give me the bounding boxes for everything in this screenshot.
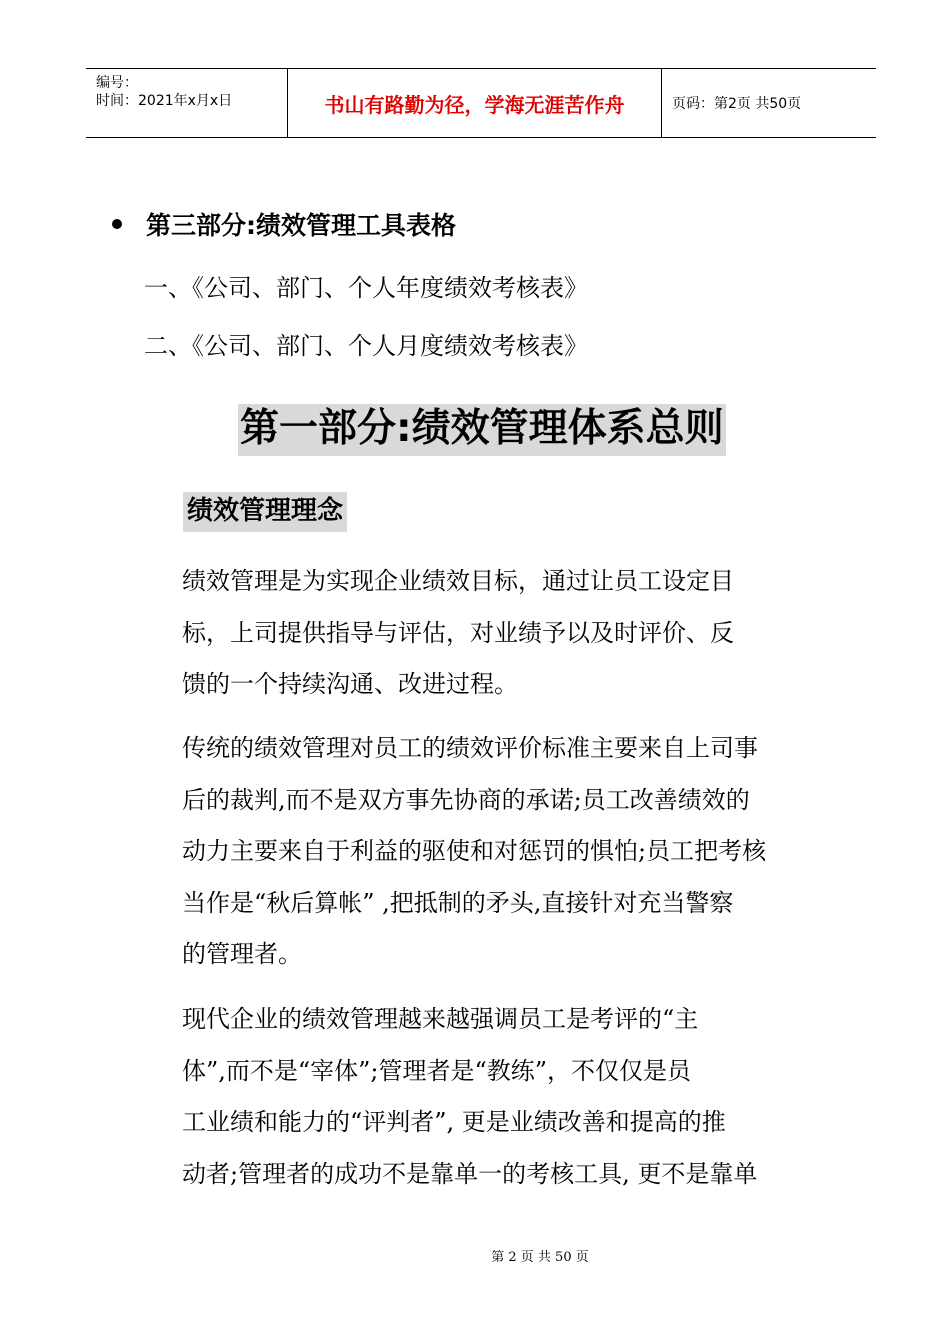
header-code-label: 编号： xyxy=(96,75,138,91)
header-motto: 书山有路勤为径，学海无涯苦作舟 xyxy=(288,69,662,137)
paragraph-line: 工业绩和能力的“评判者”, 更是业绩改善和提高的推 xyxy=(182,1108,726,1136)
paragraph-1 xyxy=(182,556,822,711)
paragraph-line: 标，上司提供指导与评估，对业绩予以及时评价、反 xyxy=(182,618,734,647)
page-footer: 第 2 页 共 50 页 xyxy=(491,1250,589,1265)
paragraph-line: 传统的绩效管理对员工的绩效评价标准主要来自上司事 xyxy=(182,734,758,762)
outline-part3 xyxy=(112,206,456,242)
section-title: 绩效管理理念 xyxy=(183,492,347,532)
header-page-info: 页码：第2页 共50页 xyxy=(672,96,802,112)
paragraph-line: 馈的一个持续沟通、改进过程。 xyxy=(182,670,518,698)
paragraph-line: 现代企业的绩效管理越来越强调员工是考评的“主 xyxy=(182,1005,699,1033)
outline-item-1: 一、《公司、部门、个人年度绩效考核表》 xyxy=(144,274,588,302)
paragraph-line: 动者;管理者的成功不是靠单一的考核工具, 更不是靠单 xyxy=(182,1159,758,1188)
paragraph-line: 动力主要来自于利益的驱使和对惩罚的惧怕;员工把考核 xyxy=(182,837,767,865)
paragraph-2 xyxy=(182,723,822,981)
bullet-icon xyxy=(112,219,122,229)
header-meta-cell xyxy=(86,69,288,137)
main-title: 第一部分:绩效管理体系总则 xyxy=(238,404,726,456)
paragraph-line: 绩效管理是为实现企业绩效目标，通过让员工设定目 xyxy=(182,567,734,595)
header-date: 时间：2021年x月x日 xyxy=(96,93,233,109)
page-header xyxy=(86,68,876,138)
paragraph-3 xyxy=(182,994,822,1200)
paragraph-line: 体”,而不是“宰体”;管理者是“教练”，不仅仅是员 xyxy=(182,1056,692,1085)
paragraph-line: 当作是“秋后算帐” ,把抵制的矛头,直接针对充当警察 xyxy=(182,888,734,917)
paragraph-line: 后的裁判,而不是双方事先协商的承诺;员工改善绩效的 xyxy=(182,785,750,814)
outline-part3-text: 第三部分:绩效管理工具表格 xyxy=(146,211,456,240)
paragraph-line: 的管理者。 xyxy=(182,940,302,968)
outline-item-2: 二、《公司、部门、个人月度绩效考核表》 xyxy=(144,332,588,360)
